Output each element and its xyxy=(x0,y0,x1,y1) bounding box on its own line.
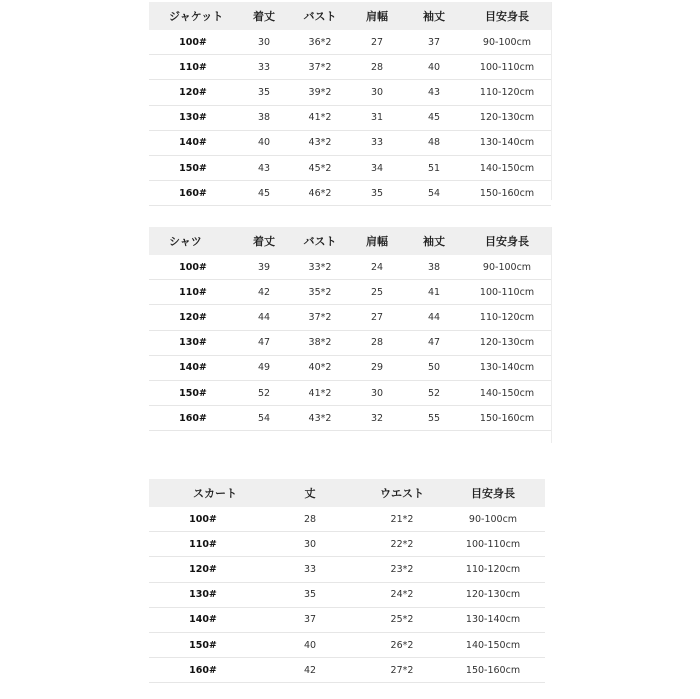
shirt-table-cell: 25 xyxy=(349,280,405,305)
jacket-table-row xyxy=(149,105,551,130)
skirt-table-cell: 30 xyxy=(257,532,363,557)
skirt-header-waist: ウエスト xyxy=(363,479,441,507)
shirt-table-cell: 38 xyxy=(405,255,463,280)
jacket-table-cell: 150-160cm xyxy=(463,181,551,206)
skirt-header-garment: スカート xyxy=(149,479,257,507)
jacket-table-cell: 140-150cm xyxy=(463,155,551,180)
shirt-size-label: 100# xyxy=(149,255,237,280)
skirt-size-label: 120# xyxy=(149,557,257,582)
shirt-size-label: 130# xyxy=(149,330,237,355)
shirt-table-row xyxy=(149,305,551,330)
shirt-table-cell: 47 xyxy=(237,330,291,355)
skirt-table-cell: 100-110cm xyxy=(441,532,545,557)
shirt-table-cell: 37*2 xyxy=(291,305,349,330)
shirt-header-shoulder: 肩幅 xyxy=(349,227,405,255)
shirt-table-cell: 50 xyxy=(405,355,463,380)
shirt-table-cell: 120-130cm xyxy=(463,330,551,355)
skirt-table-cell: 37 xyxy=(257,607,363,632)
jacket-header-length: 着丈 xyxy=(237,2,291,30)
jacket-table-cell: 48 xyxy=(405,130,463,155)
skirt-size-label: 100# xyxy=(149,507,257,532)
jacket-table-cell: 100-110cm xyxy=(463,55,551,80)
skirt-size-table-block xyxy=(149,479,545,683)
shirt-table-cell: 130-140cm xyxy=(463,355,551,380)
jacket-size-label: 160# xyxy=(149,181,237,206)
jacket-table-row xyxy=(149,155,551,180)
jacket-table-cell: 35 xyxy=(349,181,405,206)
jacket-table-cell: 41*2 xyxy=(291,105,349,130)
jacket-size-table xyxy=(149,2,551,206)
jacket-table-cell: 35 xyxy=(237,80,291,105)
skirt-table-row xyxy=(149,632,545,657)
jacket-table-cell: 30 xyxy=(237,30,291,55)
skirt-table-cell: 150-160cm xyxy=(441,658,545,683)
shirt-table-cell: 35*2 xyxy=(291,280,349,305)
skirt-size-label: 160# xyxy=(149,658,257,683)
shirt-table-cell: 49 xyxy=(237,355,291,380)
shirt-size-table-block xyxy=(149,227,551,431)
jacket-header-row xyxy=(149,2,551,30)
shirt-size-label: 110# xyxy=(149,280,237,305)
shirt-header-sleeve: 袖丈 xyxy=(405,227,463,255)
shirt-table-cell: 43*2 xyxy=(291,406,349,431)
jacket-table-cell: 46*2 xyxy=(291,181,349,206)
shirt-table-row xyxy=(149,355,551,380)
shirt-table-cell: 52 xyxy=(405,380,463,405)
shirt-table-cell: 27 xyxy=(349,305,405,330)
shirt-table-row xyxy=(149,255,551,280)
jacket-table-cell: 40 xyxy=(237,130,291,155)
shirt-table-cell: 90-100cm xyxy=(463,255,551,280)
skirt-size-label: 110# xyxy=(149,532,257,557)
shirt-table-cell: 55 xyxy=(405,406,463,431)
jacket-table-right-edge xyxy=(551,2,552,200)
shirt-table-cell: 39 xyxy=(237,255,291,280)
shirt-table-cell: 44 xyxy=(237,305,291,330)
jacket-header-height: 目安身長 xyxy=(463,2,551,30)
shirt-table-row xyxy=(149,380,551,405)
skirt-table-row xyxy=(149,532,545,557)
skirt-table-cell: 24*2 xyxy=(363,582,441,607)
shirt-table-cell: 42 xyxy=(237,280,291,305)
jacket-table-cell: 30 xyxy=(349,80,405,105)
jacket-table-cell: 39*2 xyxy=(291,80,349,105)
jacket-table-cell: 36*2 xyxy=(291,30,349,55)
shirt-size-label: 120# xyxy=(149,305,237,330)
jacket-table-cell: 43*2 xyxy=(291,130,349,155)
jacket-size-table-block xyxy=(149,2,551,206)
jacket-size-label: 130# xyxy=(149,105,237,130)
jacket-table-cell: 51 xyxy=(405,155,463,180)
shirt-header-length: 着丈 xyxy=(237,227,291,255)
skirt-size-label: 130# xyxy=(149,582,257,607)
jacket-header-sleeve: 袖丈 xyxy=(405,2,463,30)
skirt-table-cell: 33 xyxy=(257,557,363,582)
skirt-table-cell: 110-120cm xyxy=(441,557,545,582)
shirt-size-label: 140# xyxy=(149,355,237,380)
jacket-table-cell: 130-140cm xyxy=(463,130,551,155)
skirt-size-label: 140# xyxy=(149,607,257,632)
shirt-table-cell: 41 xyxy=(405,280,463,305)
jacket-header-shoulder: 肩幅 xyxy=(349,2,405,30)
skirt-table-cell: 42 xyxy=(257,658,363,683)
jacket-table-cell: 45 xyxy=(405,105,463,130)
skirt-table-cell: 22*2 xyxy=(363,532,441,557)
skirt-table-cell: 40 xyxy=(257,632,363,657)
shirt-table-cell: 24 xyxy=(349,255,405,280)
jacket-size-label: 110# xyxy=(149,55,237,80)
shirt-table-cell: 44 xyxy=(405,305,463,330)
shirt-table-row xyxy=(149,406,551,431)
skirt-table-cell: 120-130cm xyxy=(441,582,545,607)
shirt-header-row xyxy=(149,227,551,255)
shirt-header-bust: バスト xyxy=(291,227,349,255)
shirt-table-cell: 38*2 xyxy=(291,330,349,355)
jacket-table-cell: 37*2 xyxy=(291,55,349,80)
shirt-table-right-edge xyxy=(551,227,552,443)
jacket-table-cell: 33 xyxy=(349,130,405,155)
skirt-table-cell: 23*2 xyxy=(363,557,441,582)
jacket-table-row xyxy=(149,80,551,105)
jacket-table-cell: 33 xyxy=(237,55,291,80)
jacket-table-cell: 43 xyxy=(405,80,463,105)
skirt-table-row xyxy=(149,507,545,532)
jacket-header-garment: ジャケット xyxy=(149,2,237,30)
jacket-table-cell: 45 xyxy=(237,181,291,206)
shirt-table-cell: 29 xyxy=(349,355,405,380)
jacket-table-row xyxy=(149,130,551,155)
shirt-table-cell: 54 xyxy=(237,406,291,431)
skirt-size-table xyxy=(149,479,545,683)
shirt-table-cell: 33*2 xyxy=(291,255,349,280)
skirt-table-row xyxy=(149,557,545,582)
jacket-table-cell: 90-100cm xyxy=(463,30,551,55)
skirt-header-length: 丈 xyxy=(257,479,363,507)
jacket-size-label: 120# xyxy=(149,80,237,105)
skirt-table-cell: 90-100cm xyxy=(441,507,545,532)
jacket-size-label: 150# xyxy=(149,155,237,180)
shirt-size-table xyxy=(149,227,551,431)
skirt-table-cell: 35 xyxy=(257,582,363,607)
shirt-header-garment: シャツ xyxy=(149,227,237,255)
jacket-table-cell: 43 xyxy=(237,155,291,180)
shirt-table-cell: 40*2 xyxy=(291,355,349,380)
skirt-table-cell: 21*2 xyxy=(363,507,441,532)
jacket-table-cell: 54 xyxy=(405,181,463,206)
skirt-table-cell: 25*2 xyxy=(363,607,441,632)
skirt-table-row xyxy=(149,658,545,683)
jacket-table-cell: 34 xyxy=(349,155,405,180)
jacket-table-cell: 40 xyxy=(405,55,463,80)
jacket-table-row xyxy=(149,55,551,80)
jacket-size-label: 100# xyxy=(149,30,237,55)
shirt-table-cell: 110-120cm xyxy=(463,305,551,330)
skirt-table-cell: 130-140cm xyxy=(441,607,545,632)
skirt-header-row xyxy=(149,479,545,507)
shirt-table-row xyxy=(149,330,551,355)
shirt-size-label: 150# xyxy=(149,380,237,405)
shirt-size-label: 160# xyxy=(149,406,237,431)
jacket-table-cell: 28 xyxy=(349,55,405,80)
jacket-table-cell: 31 xyxy=(349,105,405,130)
shirt-table-cell: 28 xyxy=(349,330,405,355)
shirt-table-cell: 100-110cm xyxy=(463,280,551,305)
jacket-table-cell: 45*2 xyxy=(291,155,349,180)
shirt-table-cell: 150-160cm xyxy=(463,406,551,431)
skirt-size-label: 150# xyxy=(149,632,257,657)
skirt-table-row xyxy=(149,582,545,607)
shirt-header-height: 目安身長 xyxy=(463,227,551,255)
shirt-table-cell: 32 xyxy=(349,406,405,431)
jacket-table-cell: 27 xyxy=(349,30,405,55)
jacket-size-label: 140# xyxy=(149,130,237,155)
skirt-table-row xyxy=(149,607,545,632)
skirt-table-cell: 26*2 xyxy=(363,632,441,657)
shirt-table-cell: 41*2 xyxy=(291,380,349,405)
skirt-table-cell: 27*2 xyxy=(363,658,441,683)
shirt-table-row xyxy=(149,280,551,305)
jacket-table-cell: 37 xyxy=(405,30,463,55)
shirt-table-cell: 52 xyxy=(237,380,291,405)
jacket-table-cell: 110-120cm xyxy=(463,80,551,105)
skirt-table-cell: 28 xyxy=(257,507,363,532)
jacket-header-bust: バスト xyxy=(291,2,349,30)
shirt-table-cell: 140-150cm xyxy=(463,380,551,405)
skirt-table-cell: 140-150cm xyxy=(441,632,545,657)
jacket-table-row xyxy=(149,30,551,55)
shirt-table-cell: 30 xyxy=(349,380,405,405)
jacket-table-row xyxy=(149,181,551,206)
skirt-header-height: 目安身長 xyxy=(441,479,545,507)
jacket-table-cell: 38 xyxy=(237,105,291,130)
shirt-table-cell: 47 xyxy=(405,330,463,355)
jacket-table-cell: 120-130cm xyxy=(463,105,551,130)
